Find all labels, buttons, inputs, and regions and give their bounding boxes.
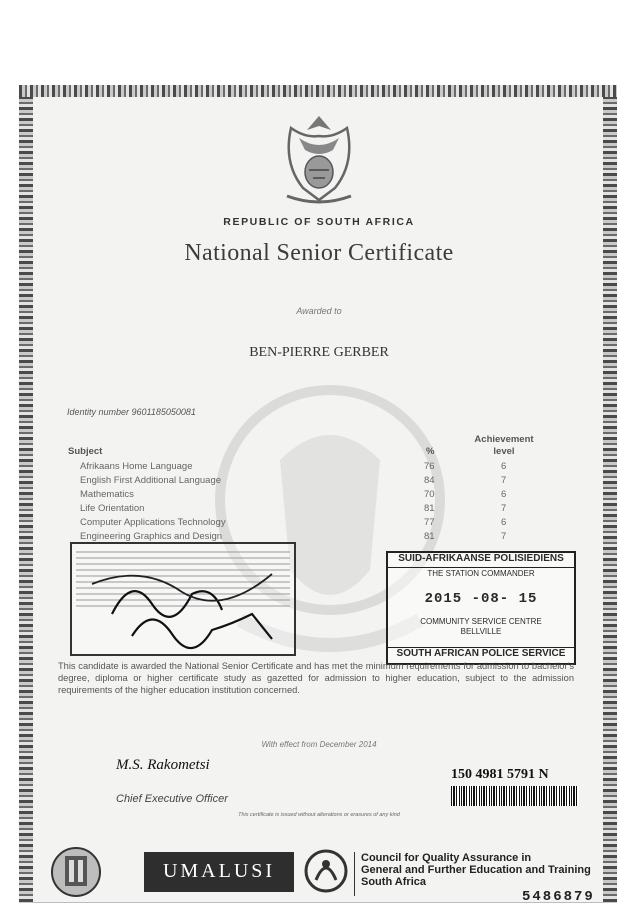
table-row-subject: English First Additional Language	[80, 475, 222, 486]
council-line: South Africa	[361, 876, 426, 888]
table-row-level: 6	[501, 461, 507, 472]
police-stamp-date: 2015 -08- 15	[424, 591, 538, 607]
table-row-level: 6	[501, 489, 507, 500]
footer-divider	[354, 852, 355, 896]
level-column-header-1: Achievement	[474, 434, 534, 445]
police-stamp-location: BELLVILLE	[460, 627, 502, 636]
police-stamp-office: THE STATION COMMANDER	[427, 569, 535, 578]
percent-column-header: %	[426, 446, 435, 457]
ceo-signature: M.S. Rakometsi	[116, 757, 210, 773]
umalusi-emblem-icon	[302, 846, 350, 896]
table-row-subject: Engineering Graphics and Design	[80, 531, 223, 542]
level-column-header-2: level	[493, 446, 515, 457]
table-row-subject: Computer Applications Technology	[80, 517, 226, 528]
umalusi-logo-text: UMALUSI	[162, 860, 276, 882]
coat-of-arms-icon	[273, 108, 365, 208]
table-row-level: 7	[501, 531, 507, 542]
candidate-name: BEN-PIERRE GERBER	[249, 345, 389, 360]
left-border	[19, 85, 33, 903]
table-row-percent: 76	[424, 461, 435, 472]
certificate-number: 150 4981 5791 N	[451, 767, 549, 782]
handwritten-signature-icon	[72, 544, 294, 654]
police-stamp	[386, 551, 576, 665]
awarded-to-label: Awarded to	[296, 306, 342, 316]
police-stamp-centre: COMMUNITY SERVICE CENTRE	[420, 617, 542, 626]
seal-icon	[50, 842, 102, 903]
barcode	[451, 786, 579, 806]
admission-statement: This candidate is awarded the National Senior Certificate and has met the minimum requirements for admission to bachelor's degree, diploma or higher certificate study as gazetted for admission to higher education, subject to the admission requirements of the higher education institution concerned.	[58, 661, 574, 695]
table-row-level: 7	[501, 503, 507, 514]
table-row-subject: Life Orientation	[80, 503, 145, 514]
table-row-percent: 81	[424, 531, 435, 542]
issued-note: This certificate is issued without alterations or erasures of any kind	[238, 812, 400, 818]
table-row-subject: Afrikaans Home Language	[80, 461, 193, 472]
certificate-title: National Senior Certificate	[184, 240, 454, 266]
effective-date: With effect from December 2014	[261, 740, 377, 749]
commissioner-stamp	[70, 542, 296, 656]
council-line: Council for Quality Assurance in	[361, 852, 532, 864]
identity-number: Identity number 9601185050081	[67, 407, 196, 417]
police-stamp-bottom: SOUTH AFRICAN POLICE SERVICE	[388, 647, 574, 662]
ceo-title: Chief Executive Officer	[116, 793, 228, 805]
police-stamp-top: SUID-AFRIKAANSE POLISIEDIENS	[388, 553, 574, 568]
table-row-level: 7	[501, 475, 507, 486]
table-row-percent: 81	[424, 503, 435, 514]
council-line: General and Further Education and Training	[361, 864, 591, 876]
table-row-percent: 84	[424, 475, 435, 486]
subject-column-header: Subject	[68, 446, 103, 457]
serial-number: 5486879	[522, 889, 595, 905]
table-row-subject: Mathematics	[80, 489, 134, 500]
table-row-percent: 70	[424, 489, 435, 500]
country-heading: REPUBLIC OF SOUTH AFRICA	[223, 216, 415, 228]
council-name	[361, 852, 591, 888]
top-border	[19, 85, 617, 97]
table-row-level: 6	[501, 517, 507, 528]
right-border	[603, 85, 617, 903]
table-row-percent: 77	[424, 517, 435, 528]
